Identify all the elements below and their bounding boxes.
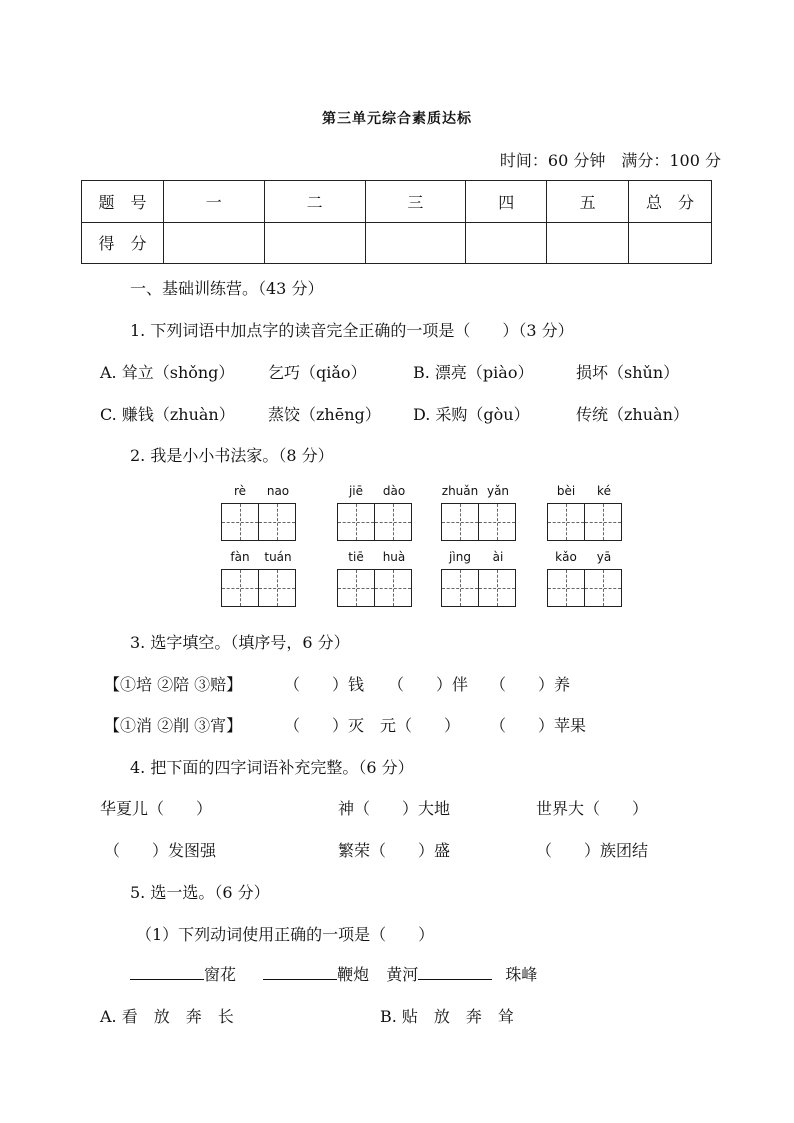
char-box[interactable]	[338, 570, 374, 606]
score-table	[81, 180, 712, 264]
q1-option-b: B. 漂亮（piào）	[413, 363, 534, 382]
score-table-header-cell: 五	[547, 181, 629, 223]
q1-option-d-word2: 传统（zhuàn）	[576, 405, 689, 424]
pinyin: tuán	[264, 550, 292, 564]
q4-item[interactable]: （ ）族团结	[536, 841, 649, 860]
q4-item[interactable]: 华夏儿（ ）	[100, 799, 213, 818]
section-heading: 一、基础训练营。（43 分）	[130, 279, 324, 298]
writing-grid[interactable]	[221, 484, 297, 542]
pinyin: rè	[233, 484, 247, 498]
time-and-score-info: 时间：60 分钟 满分：100 分	[499, 151, 721, 170]
char-box[interactable]	[222, 504, 258, 540]
writing-grid[interactable]	[221, 550, 297, 608]
char-box[interactable]	[258, 504, 295, 540]
score-table-header-cell: 总 分	[629, 181, 712, 223]
q5-fill-line	[130, 962, 537, 985]
fill-word: 黄河	[386, 965, 419, 984]
q5-sub1-stem: （1）下列动词使用正确的一项是（ ）	[136, 925, 435, 944]
fill-word: 珠峰	[505, 965, 538, 984]
score-table-header-cell: 题 号	[82, 181, 164, 223]
q5-option-a: A. 看 放 奔 长	[100, 1007, 234, 1026]
char-box[interactable]	[478, 570, 515, 606]
question-2-stem: 2. 我是小小书法家。（8 分）	[130, 446, 334, 465]
pinyin: ài	[492, 550, 504, 564]
question-4-stem: 4. 把下面的四字词语补充完整。（6 分）	[130, 758, 414, 777]
score-table-row-label: 得 分	[82, 222, 164, 264]
score-table-header-cell: 四	[466, 181, 547, 223]
q1-option-a: A. 耸立（shǒng）	[100, 363, 235, 382]
q3-blank-item[interactable]: （ ）苹果	[490, 716, 587, 735]
q3-line2-options: 【①消 ②削 ③宵】	[104, 716, 243, 735]
page-title: 第三单元综合素质达标	[322, 111, 472, 127]
fill-blank[interactable]	[263, 965, 337, 980]
q4-item[interactable]: 繁荣（ ）盛	[338, 841, 451, 860]
pinyin: jìng	[449, 550, 471, 564]
char-box[interactable]	[374, 504, 411, 540]
q1-option-a-word2: 乞巧（qiǎo）	[268, 363, 367, 382]
q1-option-d: D. 采购（gòu）	[413, 405, 530, 424]
char-box[interactable]	[442, 504, 478, 540]
pinyin: ké	[597, 484, 611, 498]
q4-item[interactable]: 神（ ）大地	[338, 799, 451, 818]
fill-word: 窗花	[204, 965, 237, 984]
pinyin: yā	[596, 550, 612, 564]
score-table-header-cell: 三	[365, 181, 466, 223]
question-5-stem: 5. 选一选。（6 分）	[130, 883, 270, 902]
fill-blank[interactable]	[130, 965, 204, 980]
fill-blank[interactable]	[418, 965, 492, 980]
writing-grid[interactable]	[337, 550, 413, 608]
score-table-header-row	[82, 181, 712, 223]
writing-grid[interactable]	[547, 550, 623, 608]
q3-blank-item[interactable]: （ ）灭	[284, 716, 365, 735]
score-table-score-row	[82, 222, 712, 264]
q1-option-c: C. 赚钱（zhuàn）	[100, 405, 235, 424]
q1-option-b-word2: 损坏（shǔn）	[576, 363, 680, 382]
q3-line1-options: 【①培 ②陪 ③赔】	[104, 675, 243, 694]
pinyin: huà	[382, 550, 406, 564]
pinyin: jiē	[348, 484, 364, 498]
pinyin: tiē	[348, 550, 364, 564]
q4-item[interactable]: （ ）发图强	[104, 841, 217, 860]
q4-item[interactable]: 世界大（ ）	[536, 799, 649, 818]
pinyin: zhuǎn	[441, 484, 479, 498]
writing-grid[interactable]	[547, 484, 623, 542]
char-box[interactable]	[442, 570, 478, 606]
char-box[interactable]	[548, 504, 584, 540]
writing-grid[interactable]	[441, 550, 517, 608]
char-box[interactable]	[548, 570, 584, 606]
q5-option-b: B. 贴 放 奔 耸	[380, 1007, 514, 1026]
score-cell[interactable]	[163, 222, 264, 264]
q3-blank-item[interactable]: （ ）养	[490, 675, 571, 694]
char-box[interactable]	[338, 504, 374, 540]
char-box[interactable]	[258, 570, 295, 606]
score-cell[interactable]	[264, 222, 365, 264]
q3-blank-item[interactable]: 元（ ）	[380, 716, 461, 735]
question-3-stem: 3. 选字填空。（填序号，6 分）	[130, 633, 350, 652]
char-box[interactable]	[222, 570, 258, 606]
score-table-header-cell: 一	[163, 181, 264, 223]
char-box[interactable]	[584, 504, 621, 540]
pinyin: nao	[266, 484, 290, 498]
pinyin: yǎn	[486, 484, 510, 498]
score-cell[interactable]	[547, 222, 629, 264]
writing-grid[interactable]	[441, 484, 517, 542]
char-box[interactable]	[374, 570, 411, 606]
score-cell[interactable]	[365, 222, 466, 264]
pinyin: fàn	[230, 550, 250, 564]
pinyin: kǎo	[555, 550, 577, 564]
char-box[interactable]	[584, 570, 621, 606]
writing-grid[interactable]	[337, 484, 413, 542]
q3-blank-item[interactable]: （ ）钱	[284, 675, 365, 694]
score-cell[interactable]	[629, 222, 712, 264]
question-1-stem: 1. 下列词语中加点字的读音完全正确的一项是（ ）（3 分）	[130, 321, 574, 340]
score-table-header-cell: 二	[264, 181, 365, 223]
score-cell[interactable]	[466, 222, 547, 264]
q1-option-c-word2: 蒸饺（zhēng）	[268, 405, 381, 424]
pinyin: dào	[382, 484, 406, 498]
pinyin: bèi	[556, 484, 576, 498]
q3-blank-item[interactable]: （ ）伴	[388, 675, 469, 694]
fill-word: 鞭炮	[337, 965, 370, 984]
char-box[interactable]	[478, 504, 515, 540]
